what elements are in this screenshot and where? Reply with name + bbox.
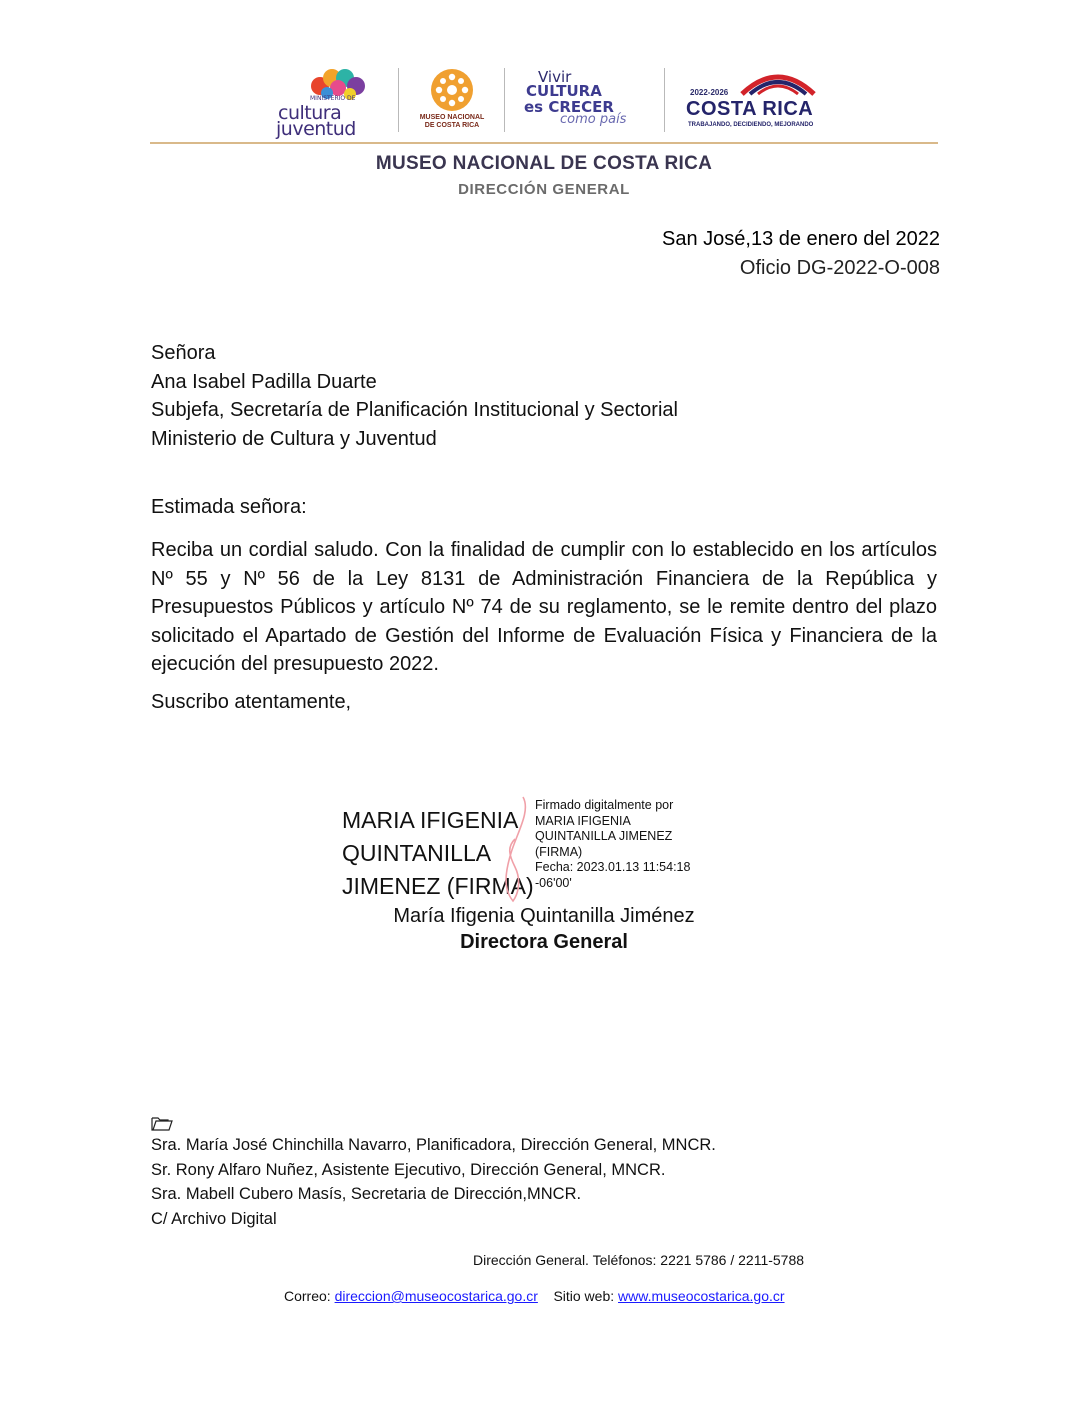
cr-years: 2022-2026 xyxy=(690,88,729,97)
signature-name-line1: MARIA IFIGENIA xyxy=(342,807,519,833)
header-rule xyxy=(150,142,938,144)
organization-title: MUSEO NACIONAL DE COSTA RICA xyxy=(375,153,713,174)
copy-item: Sr. Rony Alfaro Nuñez, Asistente Ejecutivo, Dirección General, MNCR. xyxy=(151,1160,666,1179)
folder-icon xyxy=(151,1115,173,1131)
museo-logo-line1: MUSEO NACIONAL xyxy=(419,114,485,121)
museo-emblem-icon xyxy=(430,68,474,112)
sig-detail-line1: Firmado digitalmente por xyxy=(535,798,674,812)
copy-item: C/ Archivo Digital xyxy=(151,1209,277,1228)
footer-email-label: Correo: xyxy=(284,1288,335,1304)
footer-phones: Dirección General. Teléfonos: 2221 5786 / 2211-5788 xyxy=(473,1252,805,1268)
signature-name-line2: QUINTANILLA xyxy=(342,840,492,866)
vivir-cultura-logo xyxy=(524,68,644,130)
letter-body: Reciba un cordial saludo. Con la finalidad de cumplir con lo establecido en los artículos Nº 55 y Nº 56 de la Ley 8131 de Administración Financiera de la República y Presupuestos Públicos y artículo Nº 74 de su reglamento, se le remite dentro del plazo solicitado el Apartado de Gestión del Informe de Evaluación Física y Financiera de la ejecución del presupuesto 2022. xyxy=(151,539,937,676)
sig-detail-line4: (FIRMA) xyxy=(535,844,583,859)
copy-item: Sra. Mabell Cubero Masís, Secretaria de Dirección,MNCR. xyxy=(151,1185,582,1203)
museo-logo-text xyxy=(412,114,492,130)
museo-nacional-logo xyxy=(412,64,492,134)
vivir-line3: es CRECER xyxy=(524,98,614,116)
letter-reference: Oficio DG-2022-O-008 xyxy=(739,257,940,279)
footer-contact xyxy=(284,1288,785,1304)
ministerio-line1: cultura xyxy=(278,102,342,124)
logo-divider xyxy=(398,68,399,132)
logo-divider xyxy=(664,68,665,132)
copy-item: Sra. María José Chinchilla Navarro, Planificadora, Dirección General, MNCR. xyxy=(151,1136,716,1154)
letter-closing: Suscribo atentamente, xyxy=(151,691,352,713)
flag-arc-icon xyxy=(738,66,818,96)
cr-name: COSTA RICA xyxy=(686,98,814,120)
header-logos xyxy=(272,62,832,138)
signature-name-line3: JIMENEZ (FIRMA) xyxy=(342,873,534,899)
footer-web-label: Sitio web: xyxy=(553,1288,619,1304)
digital-signature-details xyxy=(535,798,690,891)
vivir-line4: como país xyxy=(560,112,627,127)
sig-detail-line2: MARIA IFIGENIA xyxy=(535,813,631,828)
vivir-line2: CULTURA xyxy=(526,82,602,100)
organization-subtitle: DIRECCIÓN GENERAL xyxy=(458,181,630,198)
letter-date: San José,13 de enero del 2022 xyxy=(662,228,940,250)
sig-detail-line3: QUINTANILLA JIMENEZ xyxy=(535,829,673,843)
recipient-block xyxy=(151,339,678,453)
sig-detail-line6: -06'00' xyxy=(535,875,572,890)
costa-rica-gov-logo xyxy=(684,64,834,136)
vivir-line1: Vivir xyxy=(538,68,572,86)
recipient-salutation: Señora xyxy=(151,342,216,364)
signer-title: Directora General xyxy=(460,931,628,953)
museo-logo-line2: DE COSTA RICA xyxy=(424,122,480,129)
cr-tagline: TRABAJANDO, DECIDIENDO, MEJORANDO xyxy=(688,122,814,128)
recipient-institution: Ministerio de Cultura y Juventud xyxy=(151,427,437,450)
footer-email-link[interactable]: direccion@museocostarica.go.cr xyxy=(334,1288,538,1304)
footer-web-link[interactable]: www.museocostarica.go.cr xyxy=(618,1288,785,1304)
signer-name: María Ifigenia Quintanilla Jiménez xyxy=(393,905,695,927)
recipient-name: Ana Isabel Padilla Duarte xyxy=(151,370,377,393)
recipient-position: Subjefa, Secretaría de Planificación Institucional y Sectorial xyxy=(151,399,678,421)
ministerio-cultura-logo xyxy=(272,66,382,140)
copies-list xyxy=(151,1133,716,1231)
ministerio-line2: juventud xyxy=(276,118,356,140)
logo-divider xyxy=(504,68,505,132)
footer-spacer xyxy=(538,1288,554,1304)
ministerio-small-text: MINISTERIO DE xyxy=(310,95,356,102)
sig-detail-line5: Fecha: 2023.01.13 11:54:18 xyxy=(535,860,691,874)
letter-greeting: Estimada señora: xyxy=(151,496,307,518)
handwritten-signature-icon xyxy=(497,793,537,907)
